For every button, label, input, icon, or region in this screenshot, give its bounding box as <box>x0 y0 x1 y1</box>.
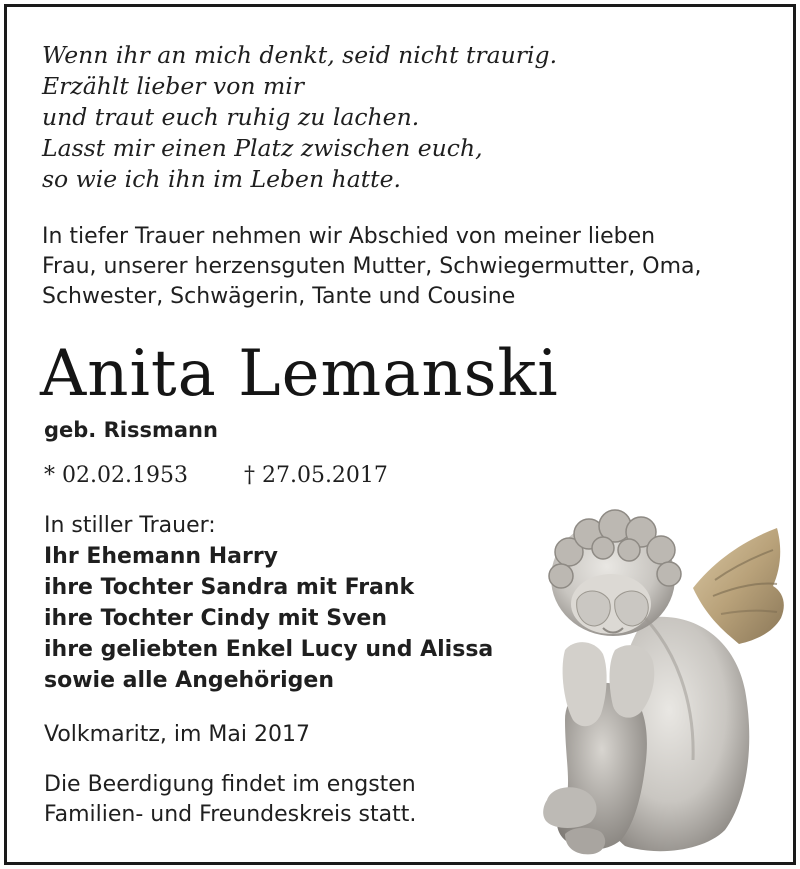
mourners-heading: In stiller Trauer: <box>44 513 216 538</box>
mourner-name: ihre Tochter Cindy mit Sven <box>44 606 387 631</box>
poem-line: Erzählt lieber von mir <box>42 72 304 100</box>
death-date: † 27.05.2017 <box>243 463 388 488</box>
funeral-line: Die Beerdigung findet im engsten <box>44 772 416 797</box>
intro-line: Schwester, Schwägerin, Tante und Cousine <box>42 284 516 309</box>
poem-line: so wie ich ihn im Leben hatte. <box>42 165 401 193</box>
birth-date: * 02.02.1953 <box>44 463 188 488</box>
mourners-list <box>44 510 493 696</box>
mourning-angel-statue-icon <box>525 500 790 862</box>
deceased-name: Anita Lemanski <box>40 337 559 411</box>
place-and-date: Volkmaritz, im Mai 2017 <box>44 722 310 747</box>
life-dates <box>44 463 388 488</box>
memorial-poem <box>42 40 557 195</box>
mourner-name: Ihr Ehemann Harry <box>44 544 279 569</box>
poem-line: und traut euch ruhig zu lachen. <box>42 103 420 131</box>
birth-name: geb. Rissmann <box>44 418 218 442</box>
mourner-name: ihre Tochter Sandra mit Frank <box>44 575 415 600</box>
poem-line: Wenn ihr an mich denkt, seid nicht traurig. <box>42 41 558 69</box>
mourner-name: ihre geliebten Enkel Lucy und Alissa <box>44 637 494 662</box>
poem-line: Lasst mir einen Platz zwischen euch, <box>42 134 483 162</box>
mourner-name: sowie alle Angehörigen <box>44 668 335 693</box>
funeral-line: Familien- und Freundeskreis statt. <box>44 802 417 827</box>
funeral-notice <box>44 770 416 830</box>
intro-line: Frau, unserer herzensguten Mutter, Schwiegermutter, Oma, <box>42 254 702 279</box>
farewell-intro <box>42 222 762 312</box>
intro-line: In tiefer Trauer nehmen wir Abschied von meiner lieben <box>42 224 656 249</box>
